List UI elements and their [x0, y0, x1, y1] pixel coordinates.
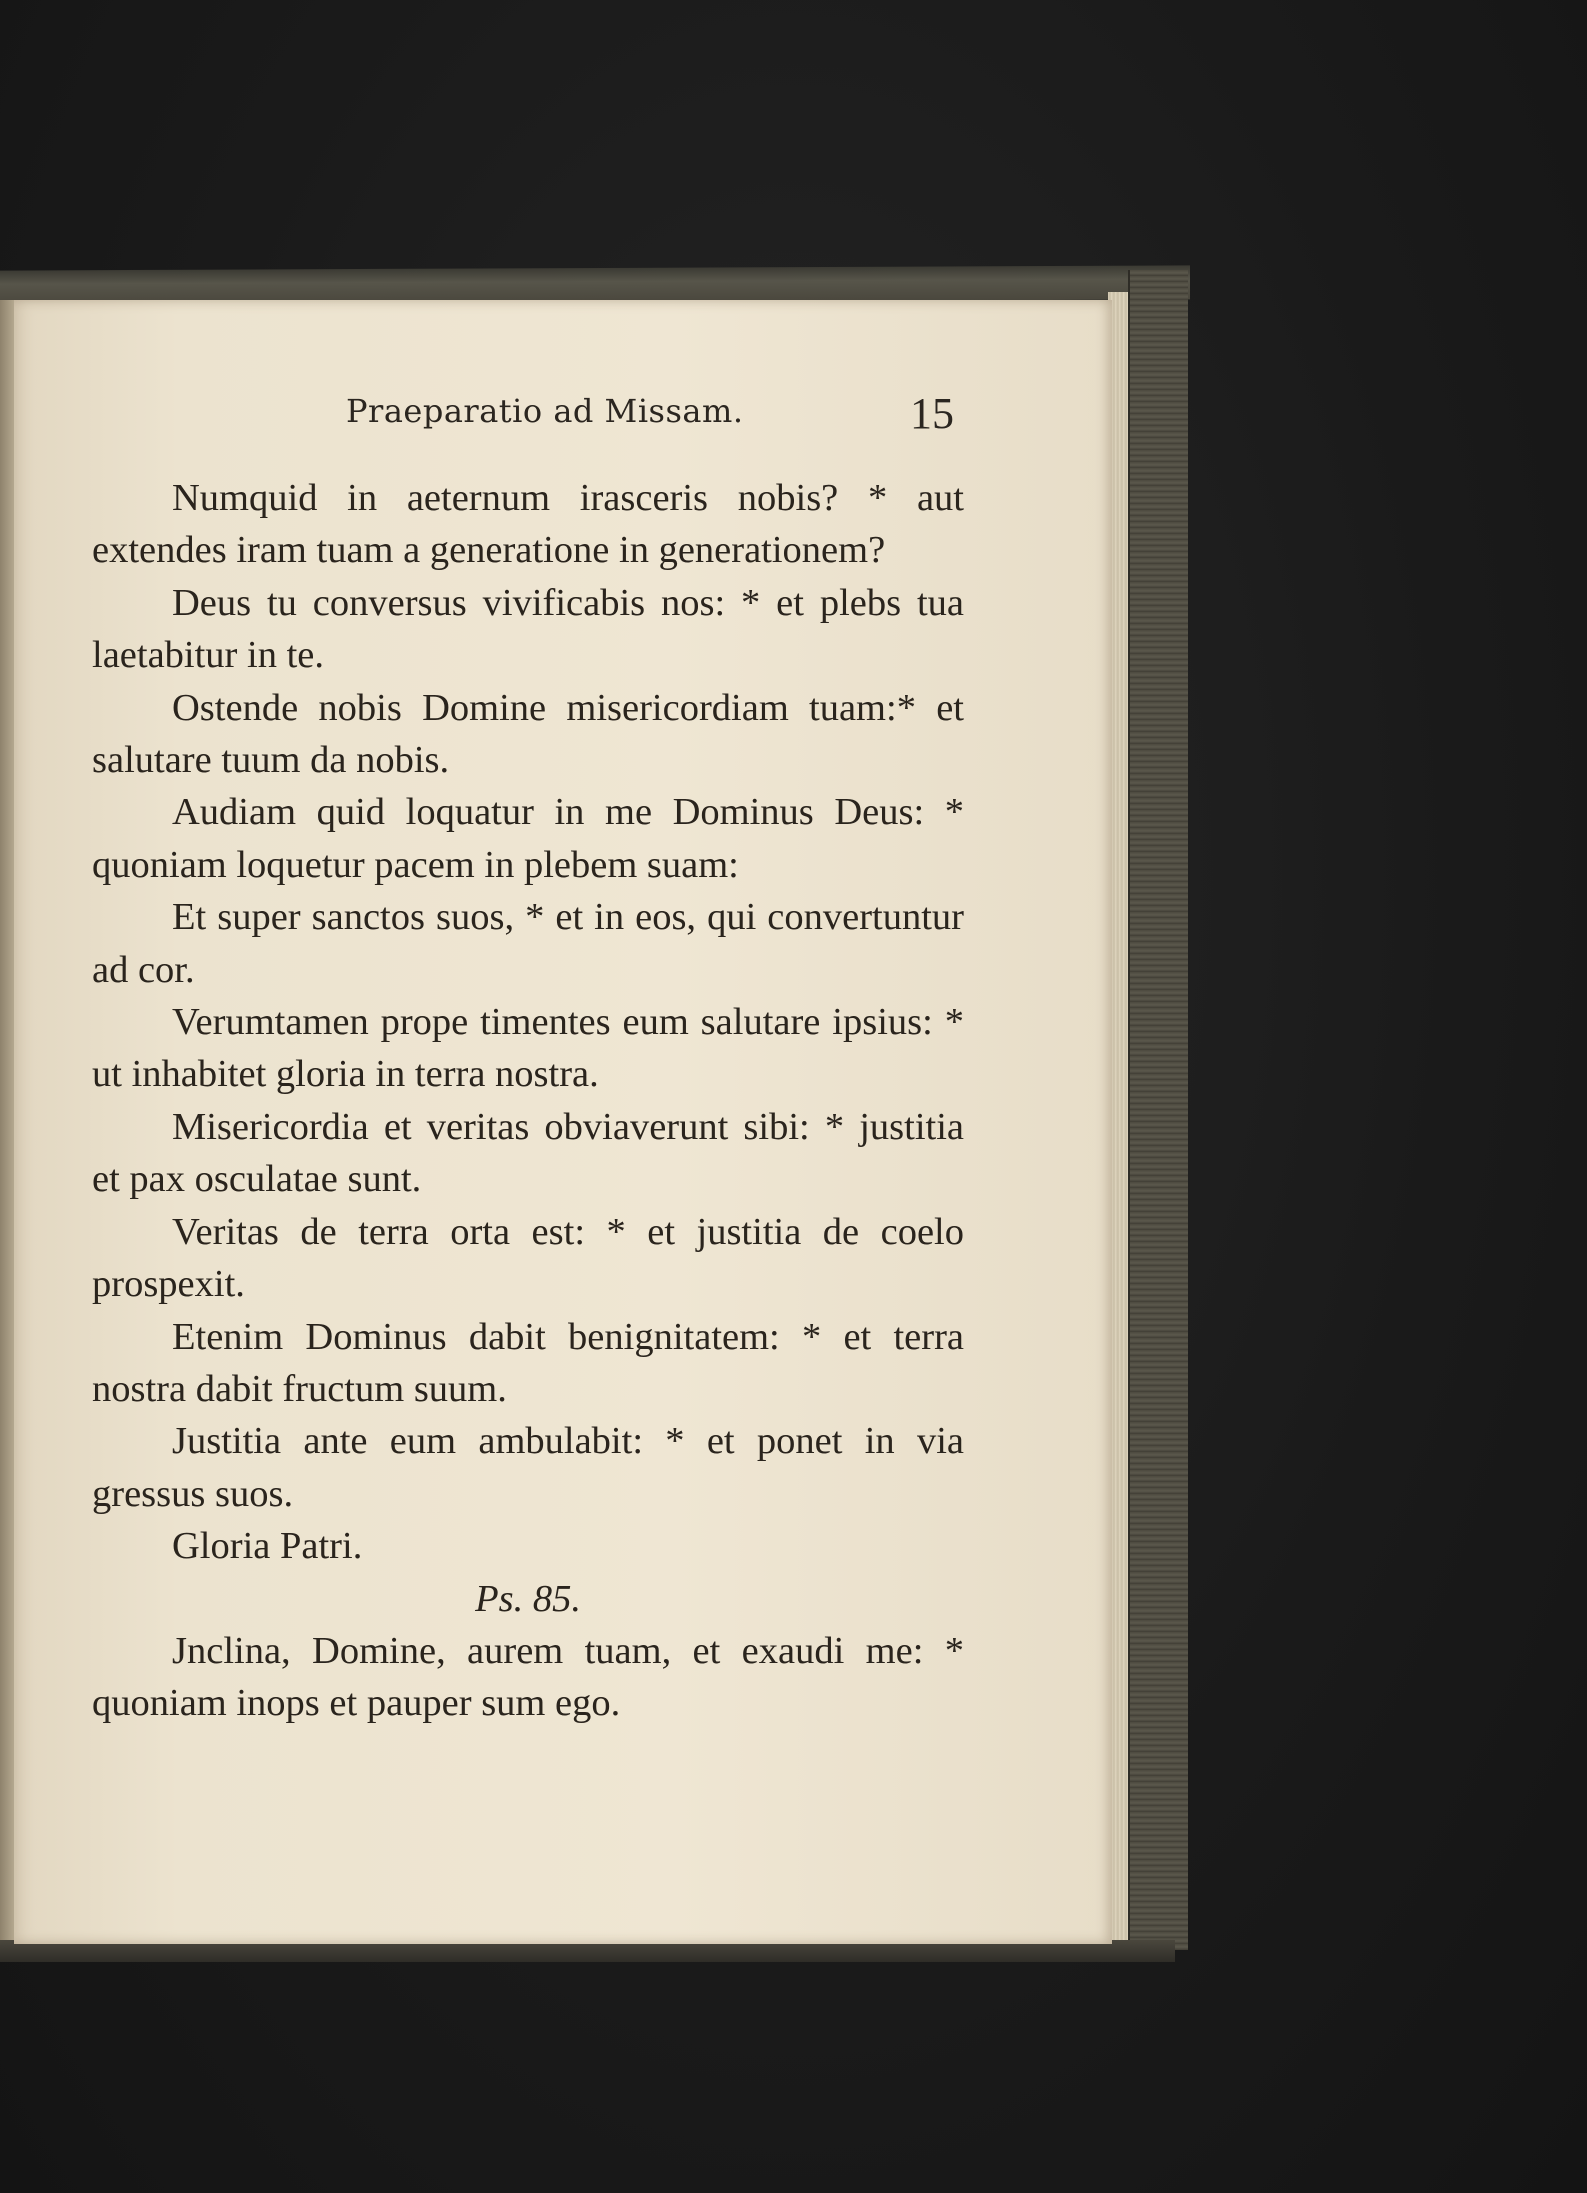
- book-spine-edge: [1128, 270, 1188, 1950]
- verse: Misericordia et veritas obviaverunt sibi: * justitia et pax osculatae sunt.: [92, 1105, 964, 1201]
- page-body: [92, 472, 964, 1730]
- verse: Verumtamen prope timentes eum salutare ipsius: * ut inhabitet gloria in terra nostra.: [92, 1001, 964, 1096]
- running-head: Praeparatio ad Missam.: [346, 392, 744, 430]
- page-header: [14, 389, 1112, 442]
- page-number: 15: [910, 389, 954, 438]
- verse: Audiam quid loquatur in me Dominus Deus: * quoniam loquetur pacem in plebem suam:: [92, 791, 964, 886]
- verse: Etenim Dominus dabit benignitatem: * et terra nostra dabit fructum suum.: [92, 1315, 964, 1410]
- book-cover-top-edge: [0, 265, 1190, 304]
- verse: Gloria Patri.: [172, 1525, 363, 1568]
- verse: Ostende nobis Domine misericordiam tuam:* et salutare tuum da nobis.: [92, 686, 964, 782]
- book-page: [14, 300, 1112, 1944]
- verse: Numquid in aeternum irasceris nobis? * aut extendes iram tuam a generatione in generationem?: [92, 477, 964, 572]
- verse: Deus tu conversus vivificabis nos: * et plebs tua laetabitur in te.: [92, 581, 964, 677]
- verse: Veritas de terra orta est: * et justitia de coelo prospexit.: [92, 1210, 964, 1306]
- verse: Et super sanctos suos, * et in eos, qui convertuntur ad cor.: [92, 896, 964, 991]
- verse: Justitia ante eum ambulabit: * et ponet in via gressus suos.: [92, 1420, 964, 1515]
- psalm-heading: Ps. 85.: [475, 1577, 581, 1620]
- verse: Jnclina, Domine, aurem tuam, et exaudi me: * quoniam inops et pauper sum ego.: [92, 1629, 964, 1725]
